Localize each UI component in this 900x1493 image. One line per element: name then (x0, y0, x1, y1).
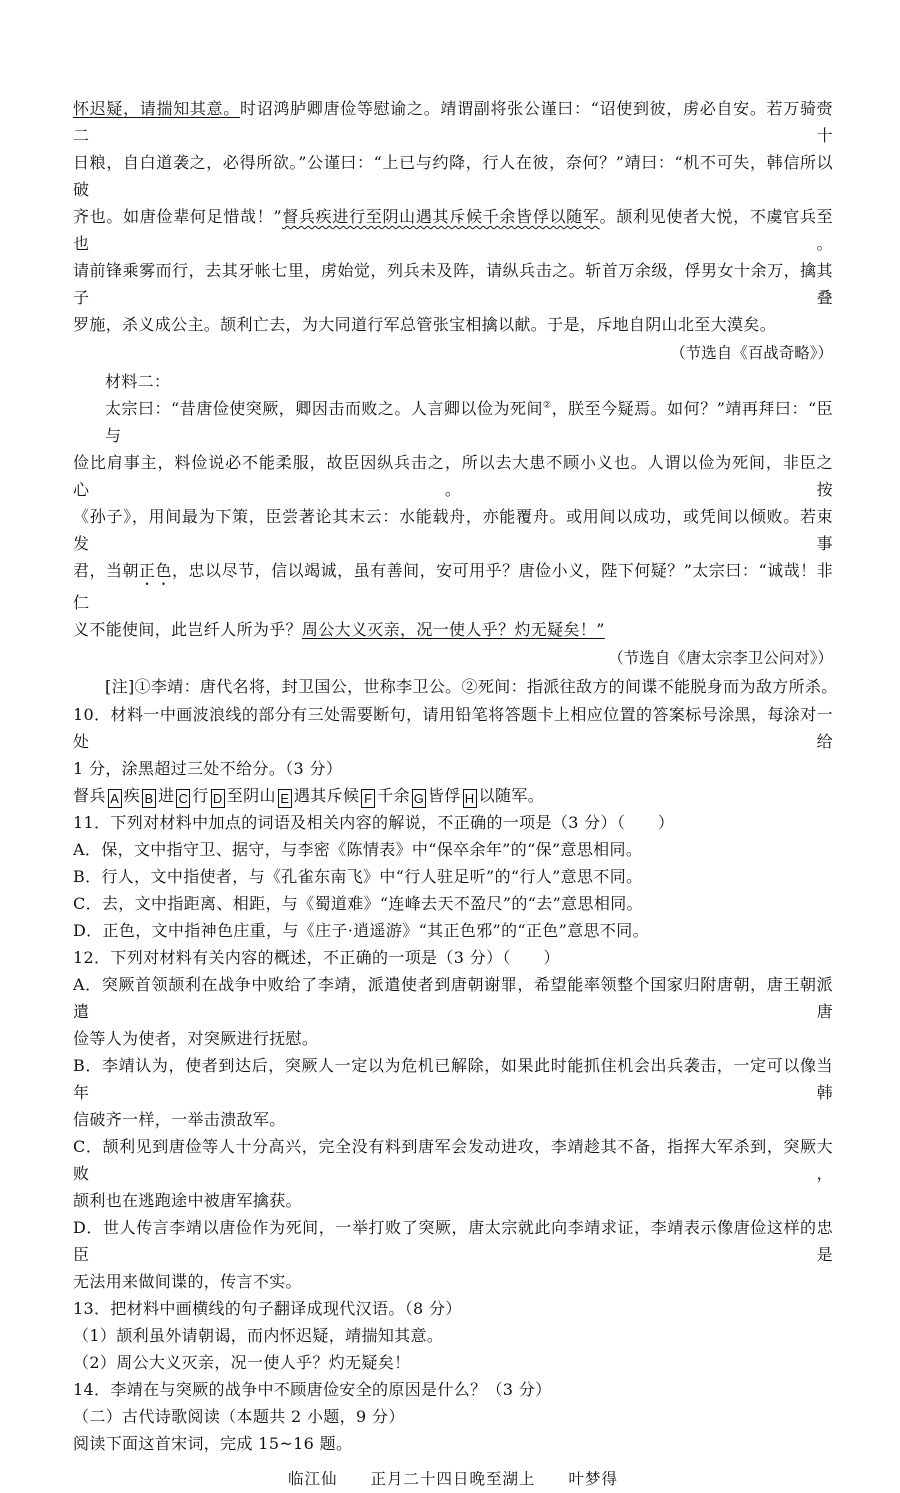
answer-box-f[interactable]: F (361, 789, 375, 808)
question-11-option-c[interactable]: C．去，文中指距离、相距，与《蜀道难》“连峰去天不盈尺”的“去”意思相同。 (73, 894, 643, 913)
material2-line-1 (73, 395, 833, 449)
material1-source: （节选自《百战奇略》） (670, 344, 833, 362)
text-run: 君，当朝 (73, 561, 140, 580)
text-run: 至阴山 (226, 786, 276, 805)
material1-line-3 (73, 203, 833, 257)
text-run: 行 (192, 786, 209, 805)
question-13-sentence-2: （2）周公大义灭亲，况一使人乎？灼无疑矣！ (73, 1353, 411, 1372)
answer-box-b[interactable]: B (142, 789, 156, 808)
answer-box-c[interactable]: C (176, 789, 190, 808)
text-run: 皆俘 (427, 786, 461, 805)
answer-box-a[interactable]: A (108, 789, 122, 808)
exam-page (73, 95, 838, 1493)
text-run: 义不能使间，此岂纤人所为乎？ (73, 620, 302, 639)
text-run: 齐也。如唐俭辈何足惜哉！” (73, 207, 282, 226)
text-run: 以随军。 (478, 786, 545, 805)
material2-line-5 (73, 616, 833, 643)
question-11-stem: 11．下列对材料中加点的词语及相关内容的解说，不正确的一项是（3 分）（ ） (73, 813, 675, 832)
text-run: 千余 (377, 786, 410, 805)
text-run: 督兵 (73, 786, 106, 805)
question-10-line-2: 1 分，涂黑超过三处不给分。（3 分） (73, 759, 343, 778)
poem-title: 临江仙 正月二十四日晚至湖上 叶梦得 (287, 1470, 618, 1488)
question-12-option-c-line-2[interactable]: 颉利也在逃跑途中被唐军擒获。 (73, 1191, 302, 1210)
text-run: 疾 (123, 786, 141, 805)
material2-source: （节选自《唐太宗李卫公问对》） (608, 649, 833, 667)
dotted-word: 正色 (139, 561, 173, 580)
question-12-option-a-line-2[interactable]: 俭等人为使者，对突厥进行抚慰。 (73, 1029, 319, 1048)
section-2-heading: （二）古代诗歌阅读（本题共 2 小题，9 分） (73, 1407, 405, 1426)
question-11-option-d[interactable]: D．正色，文中指神色庄重，与《庄子·逍遥游》“其正色邪”的“正色”意思不同。 (73, 921, 649, 940)
text-run: 。颉利见使者大悦，不虞官兵至也。 (73, 207, 833, 253)
question-11-option-b[interactable]: B．行人，文中指使者，与《孔雀东南飞》中“行人驻足听”的“行人”意思不同。 (73, 867, 643, 886)
question-12-option-a-line-1[interactable]: A．突厥首领颉利在战争中败给了李靖，派遣使者到唐朝谢罪，希望能率领整个国家归附唐朝，唐王朝派遣唐 (73, 975, 833, 1021)
footnote-marker: ② (543, 400, 552, 411)
footnote: [注]①李靖：唐代名将，封卫国公，世称李卫公。②死间：指派往敌方的间谍不能脱身而为敌方所杀。 (105, 677, 838, 696)
material1-line-2: 日粮，自白道袭之，必得所欲。”公谨曰：“上已与约降，行人在彼，奈何？”靖曰：“机不可失，韩信所以破 (73, 153, 833, 199)
material2-heading: 材料二： (105, 372, 171, 391)
underlined-sentence-1: 怀迟疑，请揣知其意。 (73, 99, 240, 118)
question-12-option-d-line-1[interactable]: D．世人传言李靖以唐俭作为死间，一举打败了突厥，唐太宗就此向李靖求证，李靖表示像唐俭这样的忠臣是 (73, 1218, 833, 1264)
question-10-line-1: 10．材料一中画波浪线的部分有三处需要断句，请用铅笔将答题卡上相应位置的答案标号涂黑，每涂对一处给 (73, 705, 833, 751)
question-10-sentence (73, 782, 833, 809)
answer-box-h[interactable]: H (463, 789, 477, 808)
question-12-option-b-line-1[interactable]: B．李靖认为，使者到达后，突厥人一定以为危机已解除，如果此时能抓住机会出兵袭击，一定可以像当年韩 (73, 1056, 833, 1102)
question-13-sentence-1: （1）颉利虽外请朝谒，而内怀迟疑，靖揣知其意。 (73, 1326, 444, 1345)
material2-line-4 (73, 557, 833, 616)
question-12-stem: 12．下列对材料有关内容的概述，不正确的一项是（3 分）（ ） (73, 948, 560, 967)
answer-box-e[interactable]: E (278, 789, 292, 808)
answer-box-d[interactable]: D (211, 789, 225, 808)
material2-line-2: 俭比肩事主，料俭说必不能柔服，故臣因纵兵击之，所以去大患不顾小义也。人谓以俭为死间，非臣之心。按 (73, 453, 833, 499)
reading-instruction: 阅读下面这首宋词，完成 15~16 题。 (73, 1434, 353, 1453)
material1-line-1 (73, 95, 833, 149)
question-11-option-a[interactable]: A．保，文中指守卫、据守，与李密《陈情表》中“保卒余年”的“保”意思相同。 (73, 840, 643, 859)
material2-line-3: 《孙子》，用间最为下策，臣尝著论其末云：水能载舟，亦能覆舟。或用间以成功，或凭间以倾败。若束发事 (73, 507, 833, 553)
answer-box-g[interactable]: G (413, 791, 425, 806)
underlined-sentence-2: 周公大义灭亲，况一使人乎？灼无疑矣！” (301, 620, 605, 639)
question-12-option-d-line-2[interactable]: 无法用来做间谍的，传言不实。 (73, 1272, 302, 1291)
question-12-option-b-line-2[interactable]: 信破齐一样，一举击溃敌军。 (73, 1110, 286, 1129)
text-run: ，忠以尽节，信以竭诚，虽有善间，安可用乎？唐俭小义，陛下何疑？”太宗曰：“诚哉！非仁 (73, 561, 833, 612)
text-run: ，朕至今疑焉。如何？”靖再拜曰：“臣与 (105, 399, 833, 445)
question-12-option-c-line-1[interactable]: C．颉利见到唐俭等人十分高兴，完全没有料到唐军会发动进攻，李靖趁其不备，指挥大军杀到，突厥大败， (73, 1137, 833, 1183)
question-13-stem: 13．把材料中画横线的句子翻译成现代汉语。（8 分） (73, 1299, 462, 1318)
wavy-underlined-passage: 督兵疾进行至阴山遇其斥候千余皆俘以随军 (281, 207, 600, 226)
text-run: 太宗曰：“昔唐俭使突厥，卿因击而败之。人言卿以俭为死间 (105, 399, 543, 418)
text-run: 时诏鸿胪卿唐俭等慰谕之。靖谓副将张公谨曰：“诏使到彼，虏必自安。若万骑赍二十 (73, 99, 833, 145)
text-run: 遇其斥候 (293, 786, 360, 805)
material1-line-5: 罗施，杀义成公主。颉利亡去，为大同道行军总管张宝相擒以献。于是，斥地自阴山北至大漠矣。 (73, 315, 777, 334)
material1-line-4: 请前锋乘雾而行，去其牙帐七里，虏始觉，列兵未及阵，请纵兵击之。斩首万余级，俘男女十余万，擒其子叠 (73, 261, 833, 307)
text-run: 进 (158, 786, 175, 805)
question-14-stem: 14．李靖在与突厥的战争中不顾唐俭安全的原因是什么？（3 分） (73, 1380, 552, 1399)
